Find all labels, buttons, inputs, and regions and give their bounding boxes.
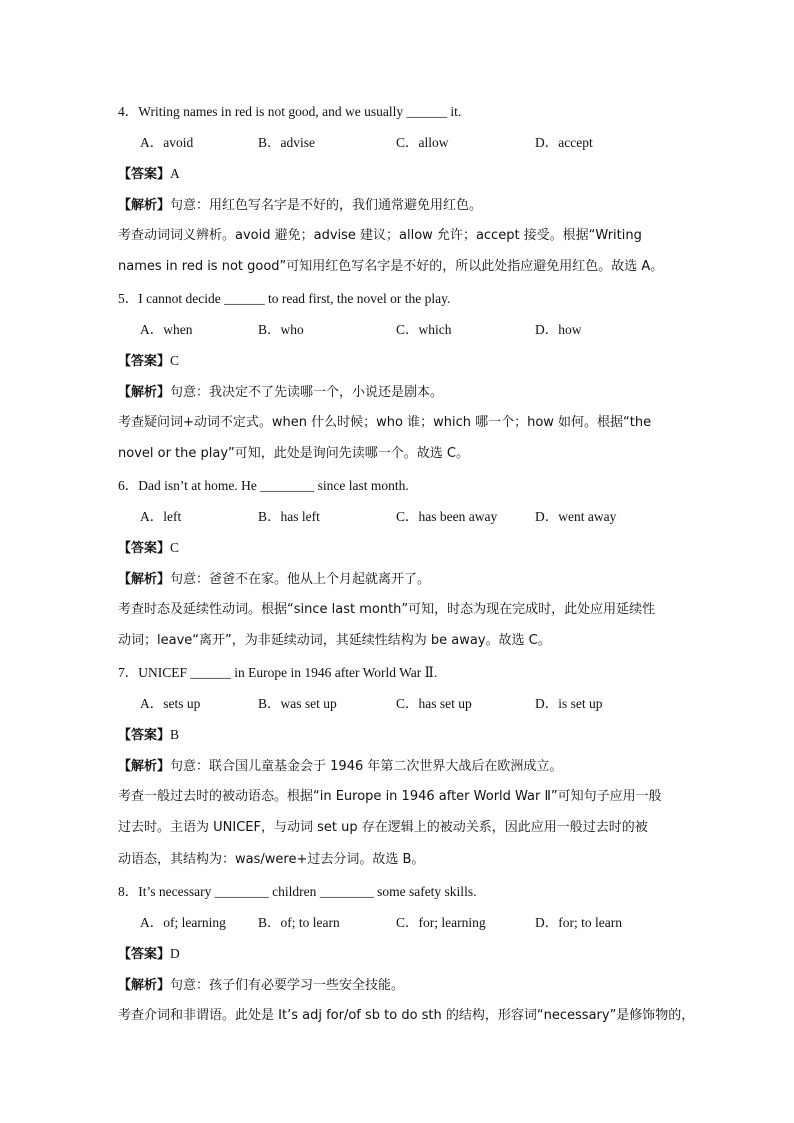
- option-c: C．has been away: [396, 509, 498, 524]
- question-5-analysis: [118, 382, 443, 403]
- answer-tag: 【答案】: [118, 354, 171, 369]
- option-b: B．was set up: [258, 696, 337, 711]
- question-7-options: [140, 694, 700, 714]
- question-8-stem: 8．It’s necessary ________ children ________ some safety skills.: [118, 884, 477, 899]
- answer-value: A: [170, 166, 180, 181]
- question-6-stem: 6．Dad isn’t at home. He ________ since last month.: [118, 478, 409, 493]
- option-b: B．has left: [258, 509, 320, 524]
- option-a: A．sets up: [140, 696, 201, 711]
- answer-tag: 【答案】: [118, 541, 171, 556]
- question-7-stem: 7．UNICEF ______ in Europe in 1946 after World War Ⅱ.: [118, 665, 438, 680]
- answer-tag: 【答案】: [118, 728, 171, 743]
- question-8-options: [140, 913, 700, 933]
- question-7-answer: [118, 725, 179, 746]
- question-6-analysis: [118, 569, 430, 590]
- option-c: C．has set up: [396, 696, 472, 711]
- option-b: B．who: [258, 322, 304, 337]
- analysis-line: 考查动词词义辨析。avoid 避免；advise 建议；allow 允许；accept 接受。根据“Writing: [118, 228, 642, 243]
- analysis-meaning: 句意：我决定不了先读哪一个，小说还是剧本。: [170, 385, 444, 400]
- analysis-tag: 【解析】: [118, 978, 171, 993]
- answer-value: C: [170, 353, 180, 368]
- question-5-options: [140, 320, 700, 340]
- analysis-meaning: 句意：爸爸不在家。他从上个月起就离开了。: [170, 572, 431, 587]
- analysis-meaning: 句意：联合国儿童基金会于 1946 年第二次世界大战后在欧洲成立。: [170, 759, 563, 774]
- analysis-line: 动词；leave“离开”，为非延续动词，其延续性结构为 be away。故选 C。: [118, 633, 551, 648]
- analysis-tag: 【解析】: [118, 572, 171, 587]
- analysis-line: novel or the play”可知，此处是询问先读哪一个。故选 C。: [118, 446, 469, 461]
- analysis-tag: 【解析】: [118, 198, 171, 213]
- answer-tag: 【答案】: [118, 947, 171, 962]
- analysis-line: names in red is not good”可知用红色写名字是不好的，所以此处指应避免用红色。故选 A。: [118, 259, 664, 274]
- analysis-line: 考查介词和非谓语。此处是 It’s adj for/of sb to do sth 的结构，形容词“necessary”是修饰物的，: [118, 1008, 695, 1023]
- analysis-line: 动语态，其结构为：was/were+过去分词。故选 B。: [118, 852, 425, 867]
- option-a: A．left: [140, 509, 182, 524]
- question-8-analysis: [118, 975, 404, 996]
- option-d: D．went away: [535, 509, 617, 524]
- question-4-answer: [118, 164, 180, 185]
- option-b: B．of; to learn: [258, 915, 340, 930]
- question-4-stem: 4．Writing names in red is not good, and we usually ______ it.: [118, 104, 462, 119]
- question-5-stem: 5．I cannot decide ______ to read first, the novel or the play.: [118, 291, 451, 306]
- option-d: D．accept: [535, 135, 593, 150]
- answer-tag: 【答案】: [118, 167, 171, 182]
- option-d: D．how: [535, 322, 582, 337]
- answer-value: C: [170, 540, 180, 555]
- option-a: A．avoid: [140, 135, 194, 150]
- question-4-analysis: [118, 195, 482, 216]
- question-6-answer: [118, 538, 179, 559]
- option-b: B．advise: [258, 135, 315, 150]
- analysis-line: 过去时。主语为 UNICEF，与动词 set up 存在逻辑上的被动关系，因此应用一般过去时的被: [118, 820, 648, 835]
- answer-value: D: [170, 946, 180, 961]
- option-a: A．when: [140, 322, 193, 337]
- analysis-meaning: 句意：孩子们有必要学习一些安全技能。: [170, 978, 405, 993]
- question-5-answer: [118, 351, 179, 372]
- option-d: D．for; to learn: [535, 915, 622, 930]
- question-4-options: [140, 133, 700, 153]
- analysis-line: 考查一般过去时的被动语态。根据“in Europe in 1946 after World War Ⅱ”可知句子应用一般: [118, 789, 662, 804]
- option-a: A．of; learning: [140, 915, 226, 930]
- option-c: C．which: [396, 322, 452, 337]
- analysis-tag: 【解析】: [118, 385, 171, 400]
- question-7-analysis: [118, 756, 562, 777]
- analysis-line: 考查时态及延续性动词。根据“since last month”可知，时态为现在完成时，此处应用延续性: [118, 602, 656, 617]
- analysis-line: 考查疑问词+动词不定式。when 什么时候；who 谁；which 哪一个；how 如何。根据“the: [118, 415, 652, 430]
- analysis-meaning: 句意：用红色写名字是不好的，我们通常避免用红色。: [170, 198, 483, 213]
- answer-value: B: [170, 727, 180, 742]
- question-8-answer: [118, 944, 180, 965]
- question-6-options: [140, 507, 700, 527]
- analysis-tag: 【解析】: [118, 759, 171, 774]
- option-c: C．allow: [396, 135, 449, 150]
- option-d: D．is set up: [535, 696, 603, 711]
- option-c: C．for; learning: [396, 915, 486, 930]
